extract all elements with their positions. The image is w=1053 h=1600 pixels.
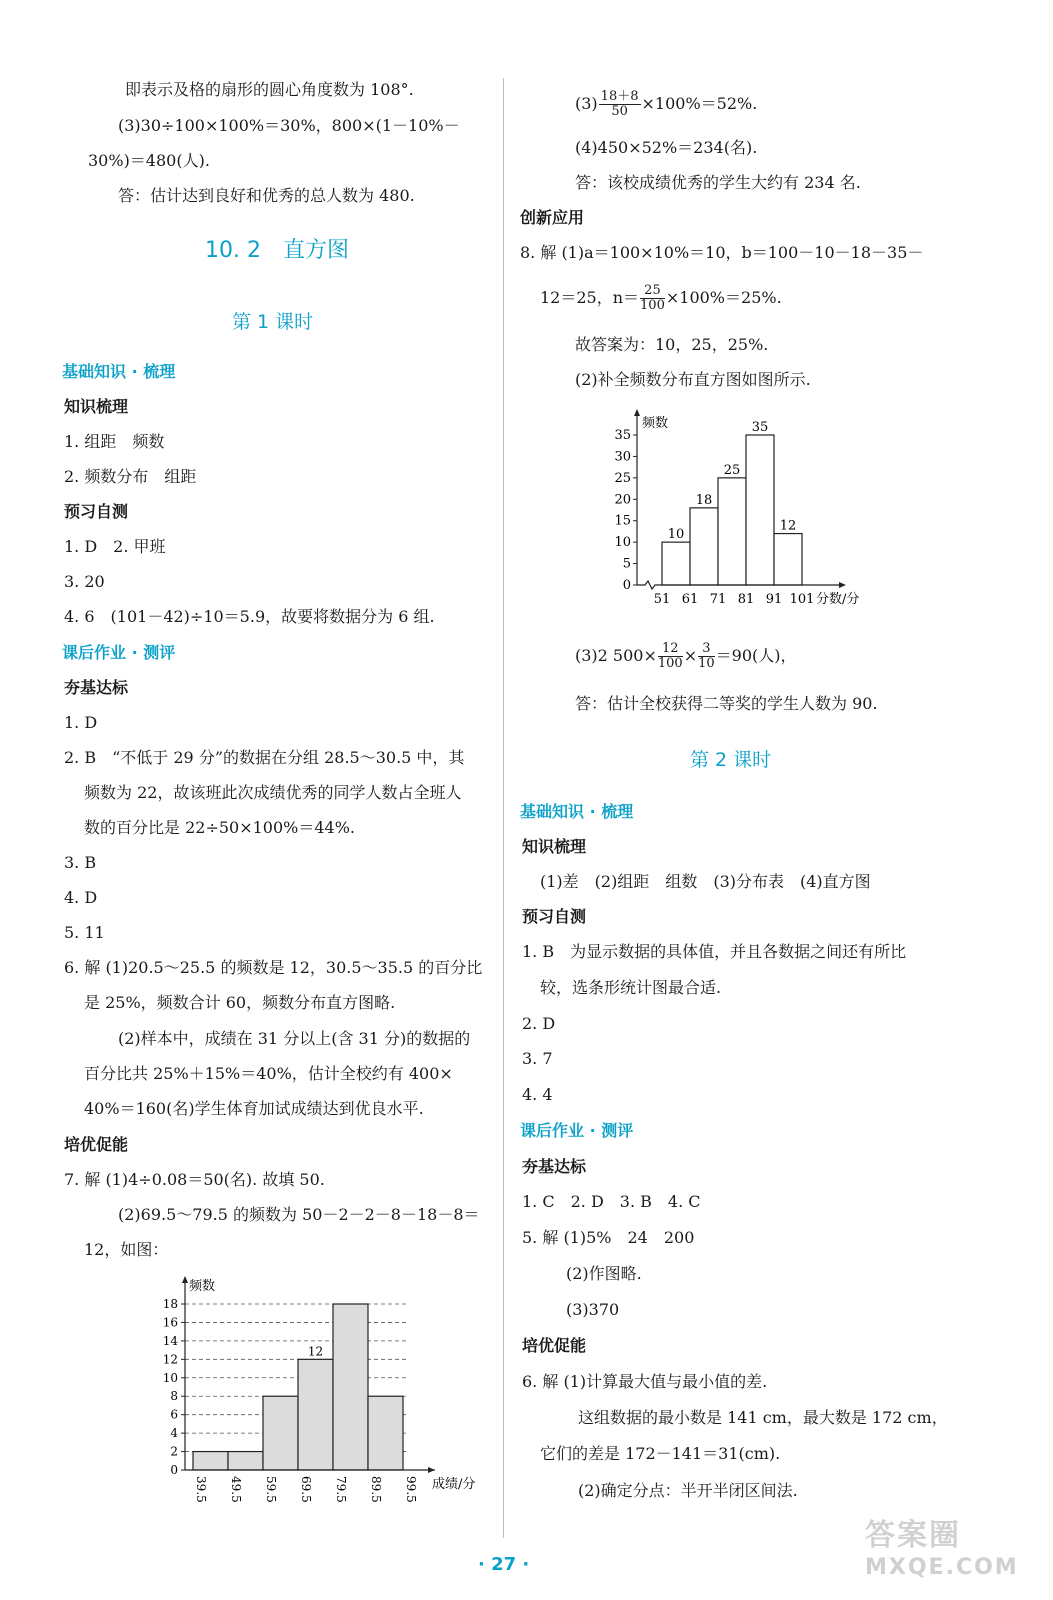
section-heading: 课后作业 · 测评 xyxy=(62,643,176,662)
x-tick-label: 81 xyxy=(737,592,755,607)
text-line: 5. 解 (1)5% 24 200 xyxy=(522,1228,695,1247)
histogram-bar xyxy=(228,1452,263,1470)
page-number: · 27 · xyxy=(478,1554,530,1575)
y-axis-arrow xyxy=(182,1276,188,1283)
text-line: 答：该校成绩优秀的学生大约有 234 名. xyxy=(575,173,861,192)
x-tick-label: 91 xyxy=(765,592,783,607)
histogram-bar xyxy=(774,534,802,585)
histogram-chart-1 xyxy=(150,1270,476,1503)
text-line: 2. D xyxy=(522,1014,556,1033)
text-line: 40%＝160(名)学生体育加试成绩达到优良水平. xyxy=(84,1099,424,1118)
y-tick-label: 8 xyxy=(170,1389,178,1404)
x-axis-arrow xyxy=(428,1467,435,1473)
histogram-bar xyxy=(193,1452,228,1470)
text-line: (3)2 500× $\frac{12}{100}$ × $\frac{3}{10}$ ＝90(人)， xyxy=(575,641,797,671)
histogram-bar xyxy=(263,1396,298,1470)
fraction: $\frac{3}{10}$ xyxy=(698,641,715,671)
text-line: 2. 频数分布 组距 xyxy=(64,467,197,486)
y-tick-label: 10 xyxy=(614,535,631,551)
fraction: $\frac{25}{100}$ xyxy=(640,283,665,313)
y-tick-label: 2 xyxy=(170,1444,178,1459)
lesson-title: 第 2 课时 xyxy=(690,749,772,771)
x-tick-label: 99.5 xyxy=(404,1476,418,1503)
text-line: 是 25%，频数合计 60，频数分布直方图略. xyxy=(84,993,396,1012)
column-divider xyxy=(503,78,504,1538)
text-line: 30%)＝480(人). xyxy=(88,151,210,170)
x-tick-label: 69.5 xyxy=(299,1476,313,1503)
bar-value-label: 12 xyxy=(779,518,797,534)
y-tick-label: 6 xyxy=(170,1407,178,1422)
text-line: 12，如图： xyxy=(84,1240,169,1259)
text-line: 4. 6 (101－42)÷10＝5.9，故要将数据分为 6 组. xyxy=(64,607,435,626)
text-line: 3. 20 xyxy=(64,572,105,591)
y-tick-label: 12 xyxy=(162,1352,178,1367)
histogram-bar xyxy=(690,508,718,585)
text-line: 1. C 2. D 3. B 4. C xyxy=(522,1192,701,1211)
fraction: $\frac{18+8}{50}$ xyxy=(600,89,639,119)
text-line: 7. 解 (1)4÷0.08＝50(名). 故填 50. xyxy=(64,1170,325,1189)
text-line: (3) $\frac{18+8}{50}$ ×100%＝52%. xyxy=(575,89,758,119)
x-axis-label: 分数/分 xyxy=(816,592,860,607)
sub-heading: 预习自测 xyxy=(522,907,587,926)
sub-heading: 夯基达标 xyxy=(522,1157,587,1176)
text-line: 1. D 2. 甲班 xyxy=(64,537,166,556)
histogram-bar xyxy=(368,1396,403,1470)
text-line: 故答案为：10，25，25%. xyxy=(575,335,769,354)
text-line: (4)450×52%＝234(名). xyxy=(575,138,758,157)
y-axis-label: 频数 xyxy=(642,416,669,431)
y-tick-label: 0 xyxy=(170,1463,178,1477)
x-tick-label: 49.5 xyxy=(229,1476,243,1503)
x-tick-label: 89.5 xyxy=(369,1476,383,1503)
y-tick-label: 15 xyxy=(614,513,631,529)
text-line: 答：估计全校获得二等奖的学生人数为 90. xyxy=(575,694,878,713)
bar-value-label: 18 xyxy=(695,492,713,508)
text-line: 较，选条形统计图最合适. xyxy=(540,978,722,997)
text-line: 这组数据的最小数是 141 cm，最大数是 172 cm， xyxy=(578,1408,948,1427)
text-line: 3. B xyxy=(64,853,97,872)
sub-heading: 培优促能 xyxy=(64,1135,129,1154)
text-line: 4. 4 xyxy=(522,1085,553,1104)
text-line: 答：估计达到良好和优秀的总人数为 480. xyxy=(118,186,415,205)
histogram-bar xyxy=(718,478,746,585)
text-line: 12＝25，n＝ $\frac{25}{100}$ ×100%＝25%. xyxy=(540,283,782,313)
text-line: (2)补全频数分布直方图如图所示. xyxy=(575,370,811,389)
text-line: 即表示及格的扇形的圆心角度数为 108°. xyxy=(125,80,414,99)
y-tick-label: 30 xyxy=(614,449,631,465)
text-line: 百分比共 25%＋15%＝40%，估计全校约有 400× xyxy=(84,1064,453,1083)
x-tick-label: 61 xyxy=(681,592,699,607)
text-line: 4. D xyxy=(64,888,98,907)
y-tick-label: 25 xyxy=(614,470,631,486)
text-line: (3)370 xyxy=(566,1300,620,1319)
bar-value-label: 12 xyxy=(307,1344,324,1359)
fraction: $\frac{12}{100}$ xyxy=(657,641,683,671)
watermark: 答案圈 MXQE.COM xyxy=(865,1518,1019,1580)
text-line: 1. D xyxy=(64,713,98,732)
y-tick-label: 35 xyxy=(614,428,631,443)
histogram-bar xyxy=(298,1359,333,1470)
text-line: (2)确定分点：半开半闭区间法. xyxy=(578,1481,798,1500)
y-tick-label: 14 xyxy=(162,1333,178,1348)
text-line: 5. 11 xyxy=(64,923,105,942)
section-heading: 基础知识 · 梳理 xyxy=(520,802,634,821)
x-tick-label: 79.5 xyxy=(334,1476,348,1503)
text-line: 6. 解 (1)计算最大值与最小值的差. xyxy=(522,1372,768,1391)
text-line: 数的百分比是 22÷50×100%＝44%. xyxy=(84,818,356,837)
text-line: (2)69.5～79.5 的频数为 50－2－2－8－18－8＝ xyxy=(118,1205,480,1224)
text-line: (2)样本中，成绩在 31 分以上(含 31 分)的数据的 xyxy=(118,1029,471,1048)
bar-value-label: 10 xyxy=(667,527,685,543)
text-line: 1. 组距 频数 xyxy=(64,432,165,451)
histogram-bar xyxy=(333,1304,368,1470)
text-line: 6. 解 (1)20.5～25.5 的频数是 12，30.5～35.5 的百分比 xyxy=(64,958,483,977)
y-tick-label: 16 xyxy=(162,1315,178,1330)
sub-heading: 知识梳理 xyxy=(522,837,587,856)
section-heading: 基础知识 · 梳理 xyxy=(62,362,176,381)
y-axis-label: 频数 xyxy=(189,1279,216,1294)
text-line: 它们的差是 172－141＝31(cm). xyxy=(540,1444,781,1463)
sub-heading: 夯基达标 xyxy=(64,678,129,697)
sub-heading: 预习自测 xyxy=(64,502,129,521)
bar-value-label: 35 xyxy=(751,420,769,435)
sub-heading: 培优促能 xyxy=(522,1336,587,1355)
x-tick-label: 39.5 xyxy=(194,1476,208,1503)
x-axis-arrow xyxy=(839,582,846,588)
text-line: (1)差 (2)组距 组数 (3)分布表 (4)直方图 xyxy=(540,872,871,891)
x-axis-label: 成绩/分 xyxy=(432,1477,476,1492)
x-tick-label: 101 xyxy=(789,592,815,607)
section-heading: 课后作业 · 测评 xyxy=(520,1121,634,1140)
sub-heading: 创新应用 xyxy=(520,208,585,227)
histogram-bar xyxy=(746,435,774,585)
text-line: (3)30÷100×100%＝30%，800×(1－10%－ xyxy=(118,116,460,135)
x-tick-label: 59.5 xyxy=(264,1476,278,1503)
sub-heading: 知识梳理 xyxy=(64,397,129,416)
lesson-title: 第 1 课时 xyxy=(232,311,314,333)
y-tick-label: 10 xyxy=(162,1370,178,1385)
histogram-bar xyxy=(662,542,690,585)
x-tick-label: 71 xyxy=(709,592,727,607)
text-line: 1. B 为显示数据的具体值，并且各数据之间还有所比 xyxy=(522,942,907,961)
y-axis-arrow xyxy=(634,409,640,416)
y-tick-label: 18 xyxy=(162,1297,178,1311)
y-tick-label: 20 xyxy=(614,492,631,508)
section-title: 10. 2 直方图 xyxy=(205,238,349,263)
text-line: 8. 解 (1)a＝100×10%＝10，b＝100－10－18－35－ xyxy=(520,243,924,262)
text-line: 频数为 22，故该班此次成绩优秀的同学人数占全班人 xyxy=(84,783,462,802)
text-line: 3. 7 xyxy=(522,1049,553,1068)
y-tick-label: 5 xyxy=(622,556,631,572)
y-tick-label: 0 xyxy=(622,578,631,593)
x-tick-label: 51 xyxy=(653,592,671,607)
text-line: 2. B “不低于 29 分”的数据在分组 28.5～30.5 中，其 xyxy=(64,748,465,767)
bar-value-label: 25 xyxy=(723,462,741,478)
histogram-chart-2 xyxy=(605,405,875,615)
text-line: (2)作图略. xyxy=(566,1264,642,1283)
y-tick-label: 4 xyxy=(170,1426,178,1441)
